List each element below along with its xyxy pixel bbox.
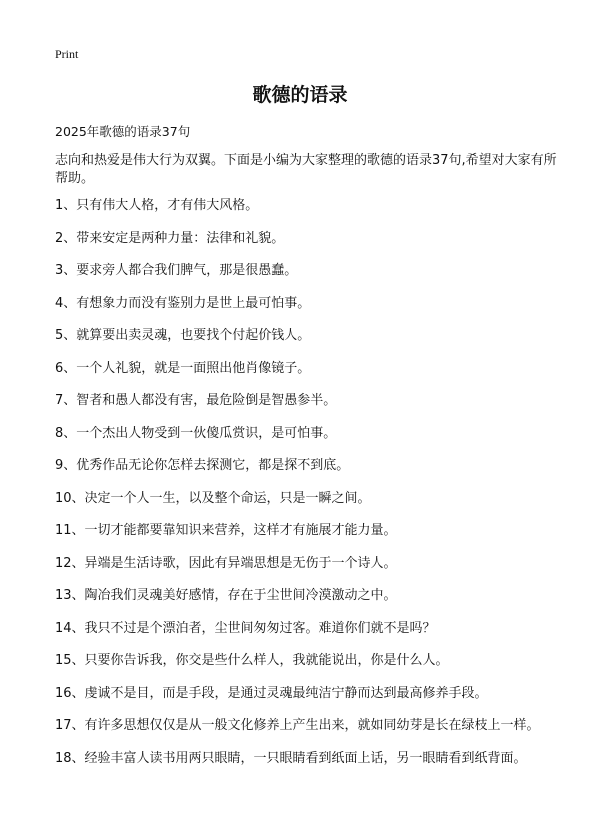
quote-item: 17、有许多思想仅仅是从一般文化修养上产生出来，就如同幼芽是长在绿枝上一样。 bbox=[55, 718, 540, 733]
quote-item: 1、只有伟大人格，才有伟大风格。 bbox=[55, 198, 259, 213]
quote-item: 12、异端是生活诗歌，因此有异端思想是无伤于一个诗人。 bbox=[55, 555, 397, 571]
quote-item: 3、要求旁人都合我们脾气，那是很愚蠢。 bbox=[55, 263, 298, 278]
quote-item: 11、一切才能都要靠知识来营养，这样才有施展才能力量。 bbox=[55, 523, 397, 538]
quote-item: 7、智者和愚人都没有害，最危险倒是智愚参半。 bbox=[55, 393, 337, 408]
quote-item: 13、陶冶我们灵魂美好感情，存在于尘世间冷漠激动之中。 bbox=[55, 588, 397, 603]
quote-item: 9、优秀作品无论你怎样去探测它，都是探不到底。 bbox=[55, 458, 350, 473]
quote-item: 6、一个人礼貌，就是一面照出他肖像镜子。 bbox=[55, 360, 311, 376]
quote-item: 16、虔诚不是目，而是手段，是通过灵魂最纯洁宁静而达到最高修养手段。 bbox=[55, 685, 488, 701]
quote-item: 18、经验丰富人读书用两只眼睛，一只眼睛看到纸面上话，另一眼睛看到纸背面。 bbox=[55, 750, 527, 766]
quote-item: 4、有想象力而没有鉴别力是世上最可怕事。 bbox=[55, 295, 311, 311]
quote-item: 5、就算要出卖灵魂，也要找个付起价钱人。 bbox=[55, 328, 311, 343]
article-subtitle: 2025年歌德的语录37句 bbox=[55, 124, 191, 139]
print-link[interactable]: Print bbox=[55, 47, 79, 61]
quote-item: 2、带来安定是两种力量：法律和礼貌。 bbox=[55, 230, 285, 246]
quote-item: 10、决定一个人一生，以及整个命运，只是一瞬之间。 bbox=[55, 490, 371, 506]
intro-paragraph: 志向和热爱是伟大行为双翼。下面是小编为大家整理的歌德的语录37句,希望对大家有所帮助。 bbox=[55, 153, 557, 186]
quote-item: 8、一个杰出人物受到一伙傻瓜赏识，是可怕事。 bbox=[55, 425, 337, 441]
quote-item: 15、只要你告诉我，你交是些什么样人，我就能说出，你是什么人。 bbox=[55, 653, 449, 668]
quote-item: 14、我只不过是个漂泊者，尘世间匆匆过客。难道你们就不是吗？ bbox=[55, 620, 436, 636]
quote-list bbox=[55, 197, 565, 782]
page-title: 歌德的语录 bbox=[252, 84, 348, 106]
